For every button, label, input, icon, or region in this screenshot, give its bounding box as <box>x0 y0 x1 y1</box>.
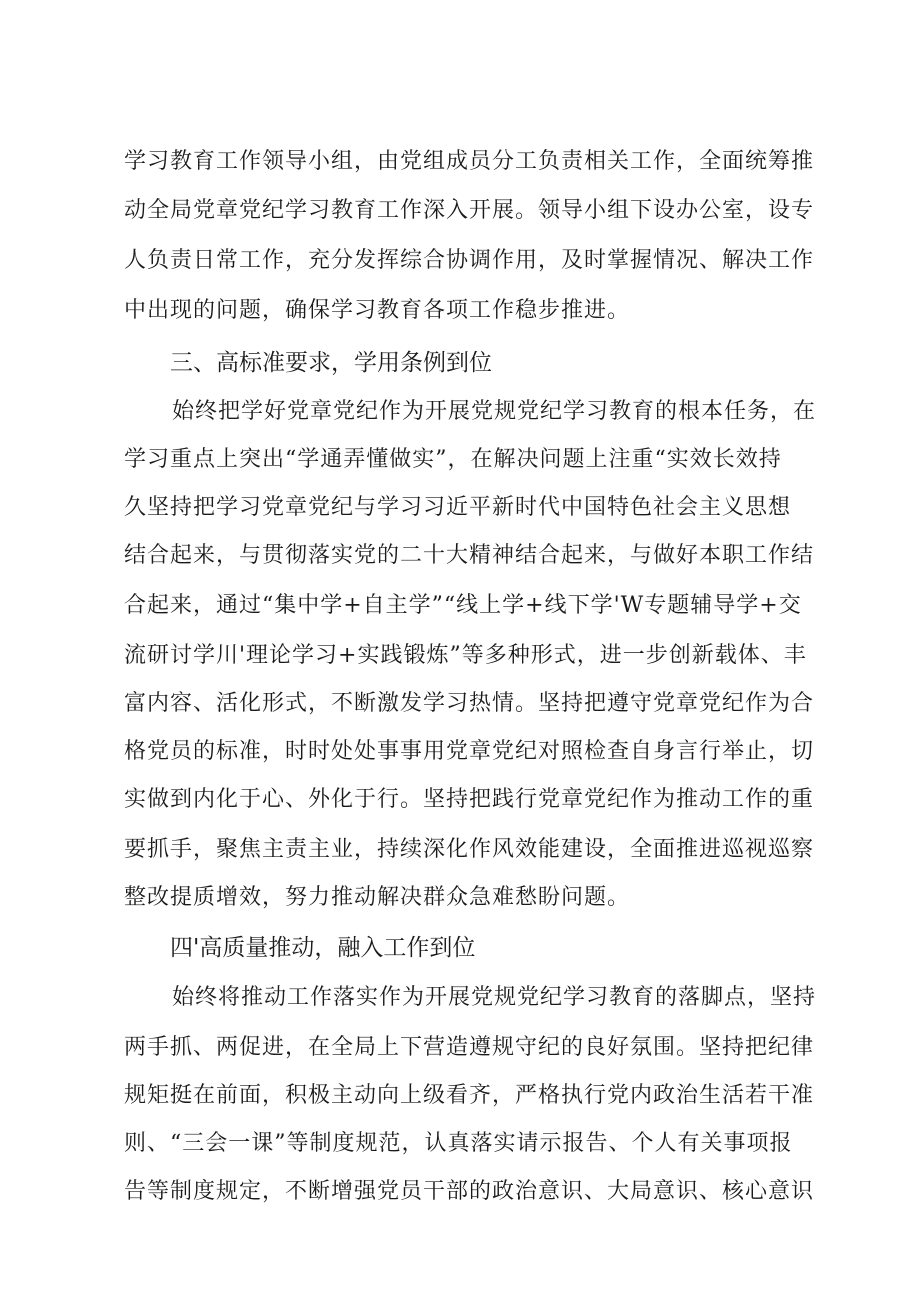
paragraph-line: 规矩挺在前面，积极主动向上级看齐，严格执行党内政治生活若干准 <box>124 1083 815 1108</box>
paragraph-line: 人负责日常工作，充分发挥综合协调作用，及时掌握情况、解决工作 <box>124 248 815 273</box>
paragraph-line: 两手抓、两促进，在全局上下营造遵规守纪的良好氛围。坚持把纪律 <box>124 1035 815 1060</box>
section-heading: 四'高质量推动，融入工作到位 <box>170 935 476 961</box>
paragraph-line: 实做到内化于心、外化于行。坚持把践行党章党纪作为推动工作的重 <box>124 787 815 812</box>
paragraph-line: 富内容、活化形式，不断激发学习热情。坚持把遵守党章党纪作为合 <box>124 691 815 716</box>
paragraph-line: 流研讨学川'理论学习+实践锻炼”等多种形式，进一步创新载体、丰 <box>124 643 807 668</box>
paragraph-line: 始终把学好党章党纪作为开展党规党纪学习教育的根本任务，在 <box>172 399 817 424</box>
paragraph-line: 格党员的标准，时时处处事事用党章党纪对照检查自身言行举止，切 <box>124 739 815 764</box>
paragraph-line: 整改提质增效，努力推动解决群众急难愁盼问题。 <box>124 885 631 910</box>
section-heading: 三、高标准要求，学用条例到位 <box>170 350 492 376</box>
paragraph-line: 学习教育工作领导小组，由党组成员分工负责相关工作，全面统筹推 <box>124 149 815 174</box>
paragraph-line: 始终将推动工作落实作为开展党规党纪学习教育的落脚点，坚持 <box>172 985 817 1010</box>
paragraph-line: 久坚持把学习党章党纪与学习习近平新时代中国特色社会主义思想 <box>124 495 792 520</box>
paragraph-line: 则、“三会一课”等制度规范，认真落实请示报告、个人有关事项报 <box>124 1131 793 1156</box>
paragraph-line: 中出现的问题，确保学习教育各项工作稳步推进。 <box>124 298 631 323</box>
paragraph-line: 合起来，通过“集中学+自主学”“线上学+线下学'W专题辅导学+交 <box>124 593 802 618</box>
paragraph-line: 结合起来，与贯彻落实党的二十大精神结合起来，与做好本职工作结 <box>124 543 815 568</box>
paragraph-line: 要抓手，聚焦主责主业，持续深化作风效能建设，全面推进巡视巡察 <box>124 837 815 862</box>
paragraph-line: 学习重点上突出“学通弄懂做实”，在解决问题上注重“实效长效持 <box>124 447 782 472</box>
paragraph-line: 告等制度规定，不断增强党员干部的政治意识、大局意识、核心意识 <box>124 1179 815 1204</box>
paragraph-line: 动全局党章党纪学习教育工作深入开展。领导小组下设办公室，设专 <box>124 198 815 223</box>
